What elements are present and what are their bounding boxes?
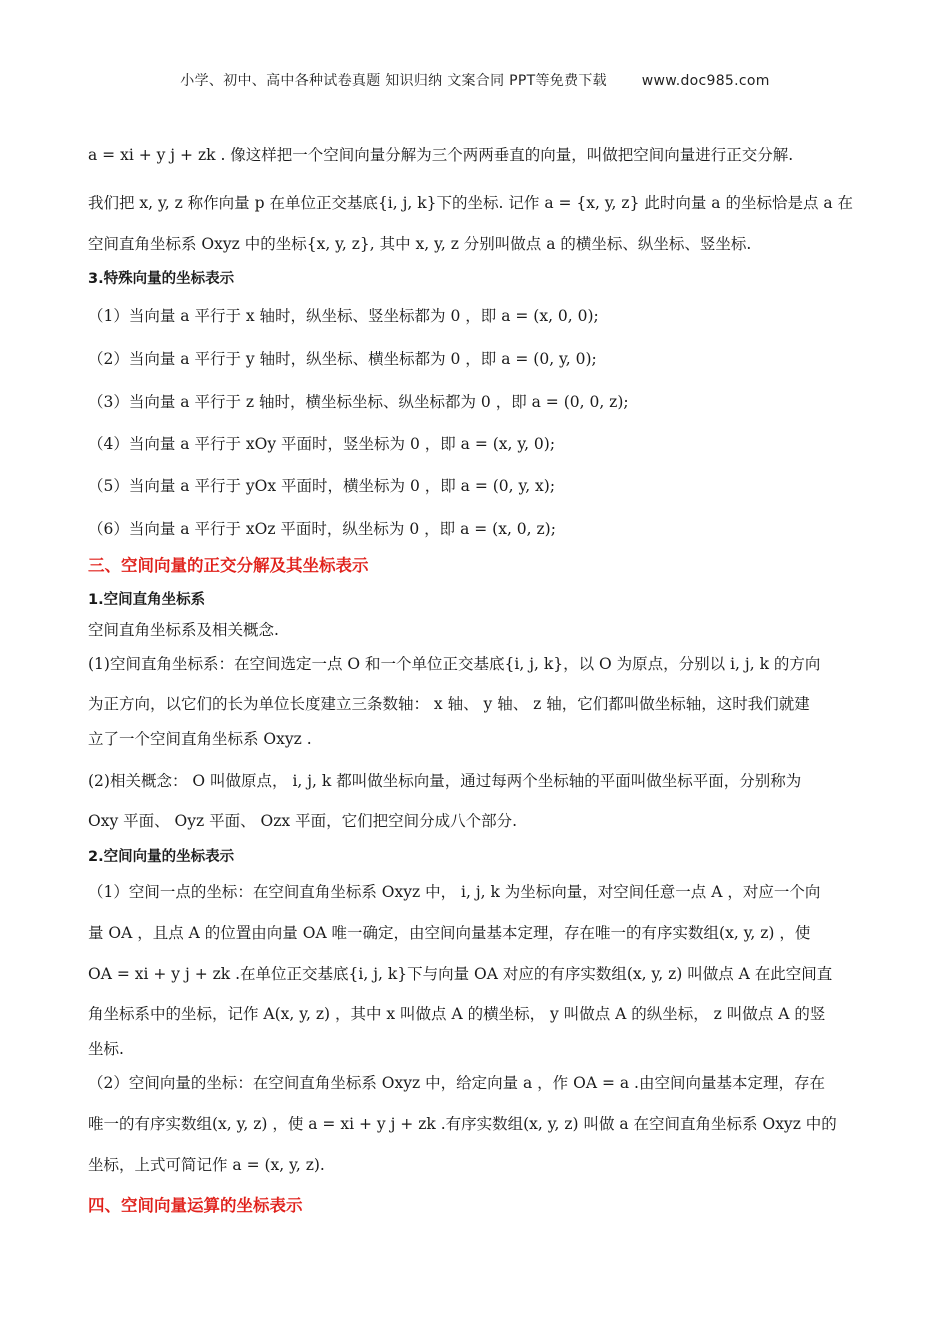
section-title: 3.特殊向量的坐标表示: [88, 271, 235, 287]
part-heading: 四、空间向量运算的坐标表示: [88, 1196, 303, 1215]
list-item: （6）当向量 a 平行于 xOz 平面时，纵坐标为 0 ，即 a = (x, 0, z);: [88, 520, 556, 538]
header-text: 小学、初中、高中各种试卷真题 知识归纳 文案合同 PPT等免费下载: [180, 73, 607, 89]
header-site: www.doc985.com: [641, 73, 770, 89]
paragraph-line: 角坐标系中的坐标，记作 A(x, y, z) ，其中 x 叫做点 A 的横坐标， y 叫做点 A 的纵坐标， z 叫做点 A 的竖: [88, 1005, 826, 1023]
paragraph-line: (1)空间直角坐标系：在空间选定一点 O 和一个单位正交基底{i, j, k}，以 O 为原点，分别以 i, j, k 的方向: [88, 655, 821, 673]
paragraph-line: （2）空间向量的坐标：在空间直角坐标系 Oxyz 中，给定向量 a ，作 OA = a .由空间向量基本定理，存在: [88, 1074, 825, 1092]
paragraph-line: 为正方向，以它们的长为单位长度建立三条数轴： x 轴、 y 轴、 z 轴，它们都叫做坐标轴，这时我们就建: [88, 695, 810, 713]
paragraph-line: 量 OA ，且点 A 的位置由向量 OA 唯一确定，由空间向量基本定理，存在唯一的有序实数组(x, y, z) ，使: [88, 924, 811, 942]
list-item: （1）当向量 a 平行于 x 轴时，纵坐标、竖坐标都为 0 ，即 a = (x, 0, 0);: [88, 307, 599, 325]
paragraph-line: 唯一的有序实数组(x, y, z) ，使 a = xi + y j + zk .有序实数组(x, y, z) 叫做 a 在空间直角坐标系 Oxyz 中的: [88, 1115, 837, 1133]
list-item: （4）当向量 a 平行于 xOy 平面时，竖坐标为 0 ，即 a = (x, y, 0);: [88, 435, 556, 453]
paragraph-line: （1）空间一点的坐标：在空间直角坐标系 Oxyz 中， i, j, k 为坐标向量，对空间任意一点 A ，对应一个向: [88, 883, 821, 901]
list-item: （5）当向量 a 平行于 yOx 平面时，横坐标为 0 ，即 a = (0, y, x);: [88, 477, 556, 495]
paragraph-line: 立了一个空间直角坐标系 Oxyz .: [88, 730, 312, 748]
page-header: [0, 70, 950, 90]
intro-line: 我们把 x, y, z 称作向量 p 在单位正交基底{i, j, k}下的坐标. 记作 a = {x, y, z} 此时向量 a 的坐标恰是点 a 在: [88, 194, 854, 212]
intro-line: 空间直角坐标系 Oxyz 中的坐标{x, y, z}, 其中 x, y, z 分别叫做点 a 的横坐标、纵坐标、竖坐标.: [88, 235, 752, 253]
part-heading: 三、空间向量的正交分解及其坐标表示: [88, 556, 369, 575]
list-item: （3）当向量 a 平行于 z 轴时，横坐标坐标、纵坐标都为 0 ，即 a = (0, 0, z);: [88, 393, 629, 411]
paragraph-line: 坐标.: [88, 1040, 124, 1058]
section-title: 2.空间向量的坐标表示: [88, 849, 235, 865]
paragraph-line: 空间直角坐标系及相关概念.: [88, 621, 279, 639]
intro-line: a = xi + y j + zk . 像这样把一个空间向量分解为三个两两垂直的向量，叫做把空间向量进行正交分解.: [88, 146, 794, 164]
list-item: （2）当向量 a 平行于 y 轴时，纵坐标、横坐标都为 0 ，即 a = (0, y, 0);: [88, 350, 597, 368]
paragraph-line: OA = xi + y j + zk .在单位正交基底{i, j, k}下与向量 OA 对应的有序实数组(x, y, z) 叫做点 A 在此空间直: [88, 965, 833, 983]
paragraph-line: (2)相关概念： O 叫做原点， i, j, k 都叫做坐标向量，通过每两个坐标轴的平面叫做坐标平面，分别称为: [88, 772, 802, 790]
paragraph-line: 坐标，上式可简记作 a = (x, y, z).: [88, 1156, 325, 1174]
paragraph-line: Oxy 平面、 Oyz 平面、 Ozx 平面，它们把空间分成八个部分.: [88, 812, 518, 830]
section-title: 1.空间直角坐标系: [88, 592, 206, 608]
